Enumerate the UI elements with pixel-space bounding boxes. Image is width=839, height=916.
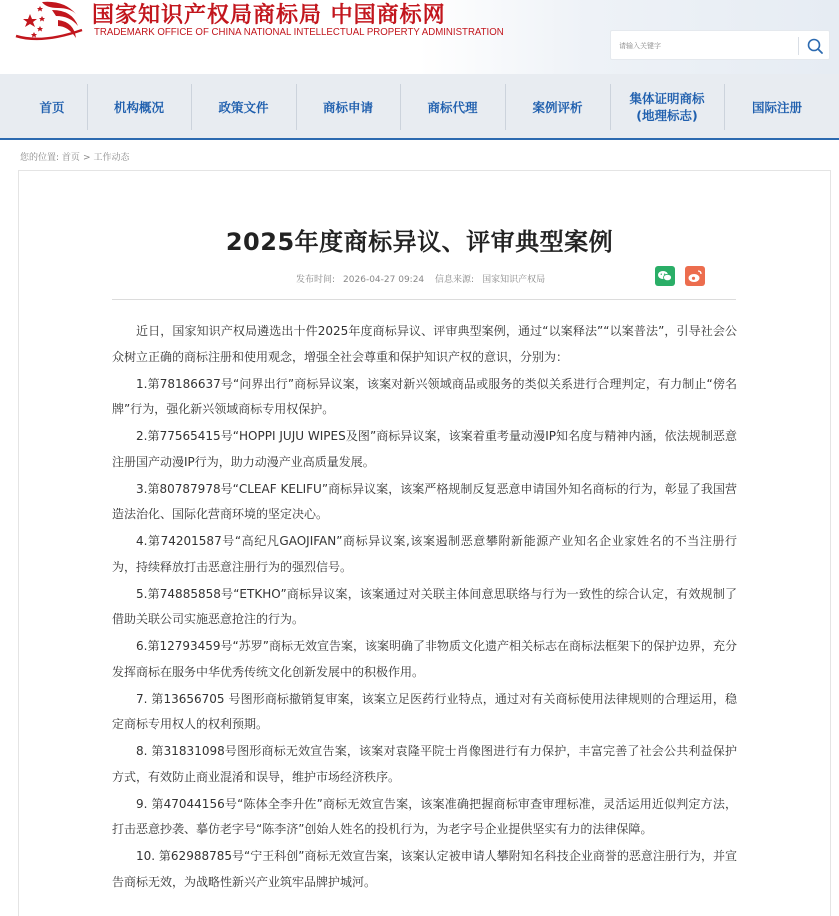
- breadcrumb-current-link[interactable]: 工作动态: [93, 153, 130, 163]
- site-logo-english: TRADEMARK OFFICE OF CHINA NATIONAL INTELLECTUAL PROPERTY ADMINISTRATION: [94, 26, 504, 38]
- case-item-6: 6.第12793459号“苏罗”商标无效宣告案，该案明确了非物质文化遗产相关标志在商标法框架下的保护边界，充分发挥商标在服务中华优秀传统文化创新发展中的积极作用。: [112, 639, 737, 679]
- nav-item-organization[interactable]: 机构概况: [113, 99, 164, 115]
- nav-item-case-review[interactable]: 案例评析: [532, 99, 583, 115]
- case-item-2: 2.第77565415号“HOPPI JUJU WIPES及图”商标异议案，该案着重考量动漫IP知名度与精神内涵，依法规制恶意注册国产动漫IP行为，助力动漫产业高质量发展。: [112, 429, 737, 469]
- article-title: 2025年度商标异议、评审典型案例: [225, 228, 614, 256]
- source-value: 国家知识产权局: [482, 275, 546, 285]
- article-body: [112, 319, 737, 895]
- wechat-icon[interactable]: [655, 266, 675, 286]
- breadcrumb-home-link[interactable]: 首页: [61, 153, 80, 163]
- site-header: [0, 0, 839, 74]
- nav-item-collective-marks[interactable]: 集体证明商标 (地理标志): [629, 91, 705, 123]
- case-item-1: 1.第78186637号“问界出行”商标异议案，该案对新兴领域商品或服务的类似关系进行合理判定，有力制止“傍名牌”行为，强化新兴领域商标专用权保护。: [112, 376, 737, 416]
- case-item-5: 5.第74885858号“ETKHO”商标异议案，该案通过对关联主体间意思联络与行为一致性的综合认定，有效规制了借助关联公司实施恶意抢注的行为。: [112, 586, 737, 626]
- search-input[interactable]: [619, 37, 797, 55]
- nav-item-international[interactable]: 国际注册: [751, 99, 802, 115]
- article-meta: [296, 272, 553, 285]
- nav-item-application[interactable]: 商标申请: [322, 99, 373, 115]
- case-item-3: 3.第80787978号“CLEAF KELIFU”商标异议案，该案严格规制反复恶意申请国外知名商标的行为，彰显了我国营造法治化、国际化营商环境的坚定决心。: [112, 481, 737, 521]
- case-item-10: 10. 第62988785号“宁王科创”商标无效宣告案，该案认定被申请人攀附知名科技企业商誉的恶意注册行为，并宣告商标无效，为战略性新兴产业筑牢品牌护城河。: [112, 849, 737, 889]
- breadcrumb-separator: >: [82, 153, 91, 163]
- breadcrumb: [20, 150, 130, 163]
- case-item-7: 7. 第13656705 号图形商标撤销复审案，该案立足医药行业特点，通过对有关商标使用法律规则的合理运用，稳定商标专用权人的权利预期。: [112, 691, 737, 731]
- article-intro: 近日，国家知识产权局遴选出十件2025年度商标异议、评审典型案例，通过“以案释法”“以案普法”，引导社会公众树立正确的商标注册和使用观念，增强全社会尊重和保护知识产权的意识，分别为：: [112, 324, 737, 364]
- cnipa-emblem-icon[interactable]: [12, 0, 86, 42]
- case-item-4: 4.第74201587号“高纪凡GAOJIFAN”商标异议案,该案遏制恶意攀附新能源产业知名企业家姓名的不当注册行为，持续释放打击恶意注册行为的强烈信号。: [112, 534, 737, 574]
- search-icon[interactable]: [804, 35, 826, 57]
- weibo-icon[interactable]: [685, 266, 705, 286]
- source-label: 信息来源:: [435, 275, 475, 285]
- case-item-8: 8. 第31831098号图形商标无效宣告案，该案对袁隆平院士肖像图进行有力保护，丰富完善了社会公共利益保护方式，有效防止商业混淆和误导，维护市场经济秩序。: [112, 744, 737, 784]
- title-divider: [112, 299, 736, 300]
- search-box: [610, 30, 830, 60]
- search-divider: [798, 37, 799, 55]
- breadcrumb-prefix: 您的位置:: [20, 153, 60, 163]
- publish-time: 2026-04-27 09:24: [343, 275, 425, 285]
- main-nav: [0, 74, 839, 140]
- case-item-9: 9. 第47044156号“陈体全李升佐”商标无效宣告案，该案准确把握商标审查审理标准，灵活运用近似判定方法，打击恶意抄袭、摹仿老字号“陈李济”创始人姓名的投机行为，为老字号企业提供坚实有力的法律保障。: [112, 796, 737, 836]
- site-logo-text[interactable]: 国家知识产权局商标局 中国商标网: [92, 2, 446, 28]
- nav-item-home[interactable]: 首页: [39, 99, 65, 115]
- publish-time-label: 发布时间:: [296, 275, 336, 285]
- nav-item-agency[interactable]: 商标代理: [427, 99, 478, 115]
- nav-item-policy[interactable]: 政策文件: [218, 99, 269, 115]
